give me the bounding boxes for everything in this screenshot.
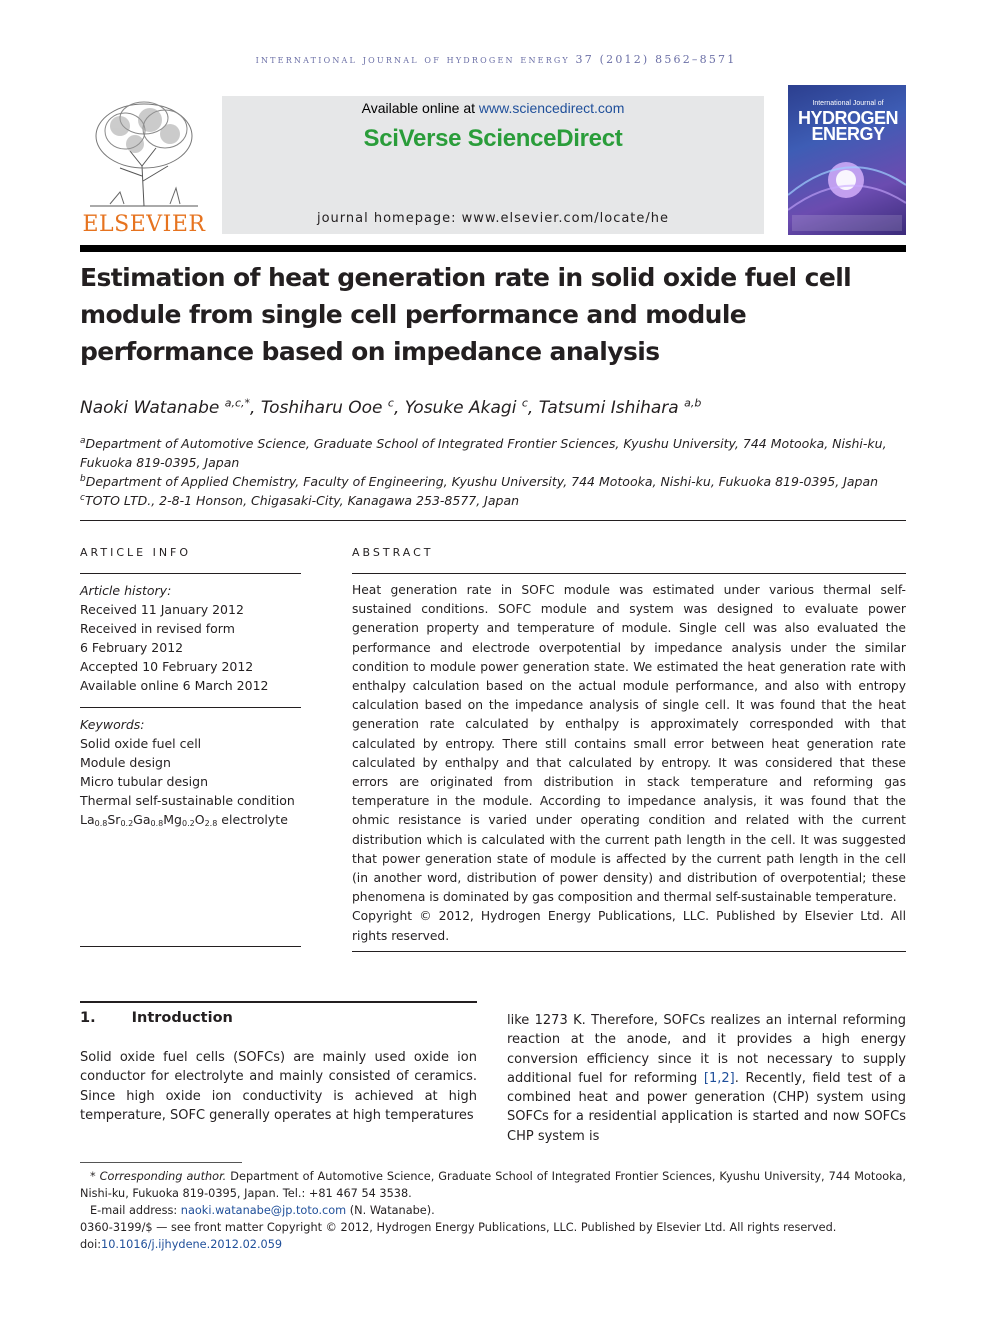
keywords-rule bbox=[80, 707, 301, 708]
footnote-rule bbox=[80, 1162, 242, 1163]
abstract-bottom-rule bbox=[352, 951, 906, 952]
header-rule bbox=[80, 245, 906, 252]
article-info-bottom-rule bbox=[80, 946, 301, 947]
journal-homepage: journal homepage: www.elsevier.com/locate/he bbox=[316, 211, 670, 226]
keyword-formula: La0.8Sr0.2Ga0.8Mg0.2O2.8 electrolyte bbox=[80, 812, 288, 828]
history-item: 6 February 2012 bbox=[80, 640, 184, 655]
article-history bbox=[80, 581, 301, 695]
affiliation-a: $^a$Department of Automotive Science, Graduate School of Integrated Frontier Sciences, Kyushu University, 744 Motooka, Nishi-ku, Fukuoka 819-0395, Japan bbox=[80, 436, 887, 471]
reference-link[interactable]: [1,2] bbox=[703, 1070, 735, 1086]
history-item: Accepted 10 February 2012 bbox=[80, 659, 254, 674]
keyword-item: Solid oxide fuel cell bbox=[80, 736, 202, 751]
intro-heading bbox=[80, 1010, 233, 1026]
footnotes bbox=[80, 1168, 906, 1253]
keyword-item: Thermal self-sustainable condition bbox=[80, 793, 295, 808]
corresponding-author: * Corresponding author. Department of Automotive Science, Graduate School of Integrated Frontier Sciences, Kyushu University, 744 Motooka, Nishi-ku, Fukuoka 819-0395, Japan. Tel.: +81 467 54 3538. bbox=[80, 1170, 906, 1200]
intro-right-column: like 1273 K. Therefore, SOFCs realizes an internal reforming reaction at the anode, and it provides a high energy conversion efficiency since it is not necessary to supply additional fuel for reforming [1,2]. Recently, field test of a combined heat and power generation (CHP) system using SOFCs for a residential application is started and now SOFCs CHP system is bbox=[507, 1013, 906, 1144]
author-2: Toshiharu Ooe $^c$, bbox=[260, 396, 405, 418]
section-title: Introduction bbox=[131, 1010, 233, 1026]
affiliation-c: $^c$TOTO LTD., 2-8-1 Honson, Chigasaki-City, Kanagawa 253-8577, Japan bbox=[80, 493, 520, 509]
section-number: 1. bbox=[80, 1010, 96, 1026]
article-title: Estimation of heat generation rate in solid oxide fuel cell module from single cell performance and module performance based on impedance analysis bbox=[80, 263, 852, 366]
intro-rule bbox=[80, 1001, 477, 1003]
abstract-copyright: Copyright © 2012, Hydrogen Energy Publications, LLC. Published by Elsevier Ltd. All rights reserved. bbox=[352, 909, 906, 943]
email-line: E-mail address: naoki.watanabe@jp.toto.com (N. Watanabe). bbox=[90, 1204, 435, 1217]
keywords-label: Keywords: bbox=[80, 717, 145, 732]
available-prefix: Available online at bbox=[361, 100, 479, 116]
cover-subtitle: International Journal of bbox=[812, 100, 884, 107]
elsevier-wordmark: ELSEVIER bbox=[82, 212, 206, 237]
keyword-item: Module design bbox=[80, 755, 171, 770]
intro-left-column: Solid oxide fuel cells (SOFCs) are mainly used oxide ion conductor for electrolyte and mainly consisted of ceramics. Since high oxide ion conductivity is achieved at high temperature, SOFC generally operates at high temperatures bbox=[80, 1050, 477, 1123]
available-online bbox=[222, 100, 764, 116]
history-item: Available online 6 March 2012 bbox=[80, 678, 269, 693]
affiliation-b: $^b$Department of Applied Chemistry, Faculty of Engineering, Kyushu University, 744 Motooka, Nishi-ku, Fukuoka 819-0395, Japan bbox=[80, 474, 879, 490]
article-info-heading: ARTICLE INFO bbox=[80, 546, 192, 559]
article-info-rule bbox=[80, 573, 301, 574]
history-item: Received 11 January 2012 bbox=[80, 602, 244, 617]
doi-link[interactable]: 10.1016/j.ijhydene.2012.02.059 bbox=[101, 1238, 283, 1251]
doi-line: doi:10.1016/j.ijhydene.2012.02.059 bbox=[80, 1238, 283, 1251]
issn-line: 0360-3199/$ — see front matter Copyright © 2012, Hydrogen Energy Publications, LLC. Published by Elsevier Ltd. All rights reserved. bbox=[80, 1221, 837, 1234]
history-item: Received in revised form bbox=[80, 621, 235, 636]
abstract-paragraph: Heat generation rate in SOFC module was estimated under various thermal self-sustained conditions. SOFC module and system was designed to evaluate power generation property and temperature of module. Single cell was also evaluated the performance and electrode overpotential by impedance analysis under the similar condition to module power generation state. We estimated the heat generation rate with enthalpy calculation based on the actual module performance, and also with entropy calculation based on the impedance analysis of single cell. It was found that the heat generation rate calculated by enthalpy is approximately corresponded with that calculated by entropy. There still contains small error between heat generation rate calculated by enthalpy and that calculated by entropy. It was considered that these errors are originated from distribution in stack temperature and reforming gas temperature in the module. According to impedance analysis, it was found that the ohmic resistance is varied under operating condition and related with the current distribution which is calculated with the current path length in the cell. It was suggested that power generation state of module is affected by the current path length in the cell (in another word, distribution of power density) and distribution of overpotential; these phenomena is dominated by gas composition and thermal self-sustainable temperature. bbox=[352, 583, 906, 905]
author-3: Yosuke Akagi $^c$, bbox=[404, 396, 539, 418]
author-list bbox=[80, 396, 906, 418]
keyword-item: Micro tubular design bbox=[80, 774, 209, 789]
author-1: Naoki Watanabe $^{a,c,*}$, bbox=[80, 396, 261, 418]
cover-title: HYDROGEN ENERGY bbox=[797, 108, 898, 144]
journal-running-head: international journal of hydrogen energy 37 (2012) 8562–8571 bbox=[255, 53, 737, 66]
abstract-body bbox=[352, 581, 906, 946]
email-link[interactable]: naoki.watanabe@jp.toto.com bbox=[180, 1204, 347, 1217]
keywords bbox=[80, 715, 301, 833]
abstract-rule bbox=[352, 573, 906, 574]
sciencedirect-link[interactable]: www.sciencedirect.com bbox=[478, 100, 625, 116]
sciverse-logo: SciVerse ScienceDirect bbox=[363, 125, 623, 152]
elsevier-tree-icon bbox=[80, 96, 208, 208]
author-4: Tatsumi Ishihara $^{a,b}$ bbox=[538, 396, 702, 418]
affiliation-rule bbox=[80, 520, 906, 521]
history-label: Article history: bbox=[80, 583, 172, 598]
abstract-heading: ABSTRACT bbox=[352, 546, 434, 559]
